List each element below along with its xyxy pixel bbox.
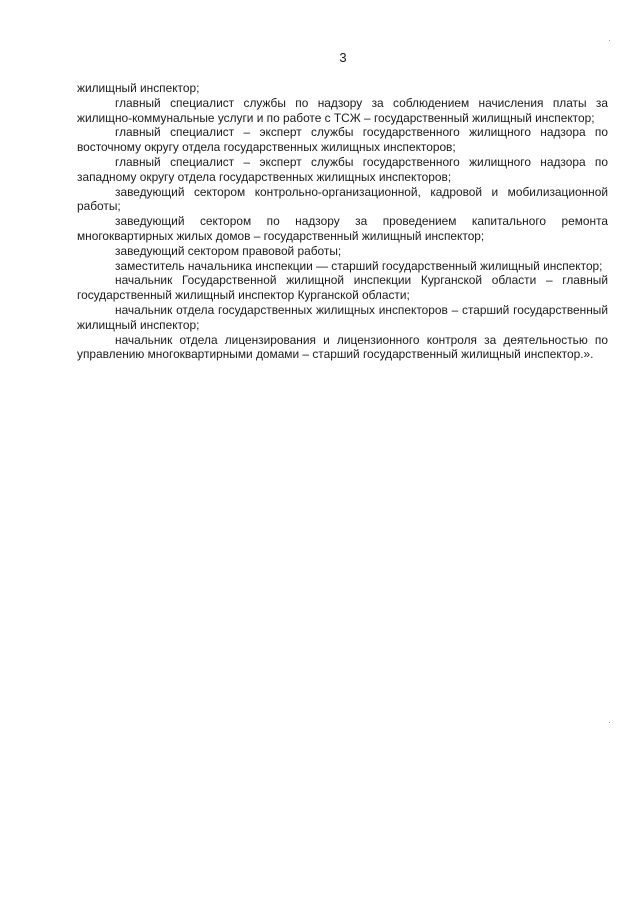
paragraph: жилищный инспектор; <box>77 81 200 95</box>
paragraph: заведующий сектором правовой работы; <box>115 243 342 258</box>
paragraph: начальник Государственной жилищной инспекции Курганской области – главный государственный жилищный инспектор Курганской области; <box>77 273 608 303</box>
paragraph: главный специалист – эксперт службы государственного жилищного надзора по западному округу отдела государственных жилищных инспекторов; <box>77 154 608 184</box>
paragraph: главный специалист службы по надзору за соблюдением начисления платы за жилищно-коммунальные услуги и по работе с ТСЖ – государственный жилищный инспектор; <box>77 95 608 125</box>
scan-artifact <box>609 722 610 723</box>
paragraph: заведующий сектором контрольно-организационной, кадровой и мобилизационной работы; <box>77 184 608 214</box>
paragraph: заведующий сектором по надзору за проведением капитального ремонта многоквартирных жилых домов – государственный жилищный инспектор; <box>77 214 608 243</box>
scan-artifact <box>609 40 610 41</box>
paragraph: заместитель начальника инспекции — старший государственный жилищный инспектор; <box>115 258 603 273</box>
document-body <box>77 81 608 362</box>
paragraph: начальник отдела государственных жилищных инспекторов – старший государственный жилищный инспектор; <box>77 302 608 332</box>
page-number: 3 <box>339 50 347 65</box>
paragraph: главный специалист – эксперт службы государственного жилищного надзора по восточному округу отдела государственных жилищных инспекторов; <box>77 125 608 155</box>
paragraph: начальник отдела лицензирования и лицензионного контроля за деятельностью по управлению многоквартирными домами – старший государственный жилищный инспектор.». <box>77 332 608 362</box>
